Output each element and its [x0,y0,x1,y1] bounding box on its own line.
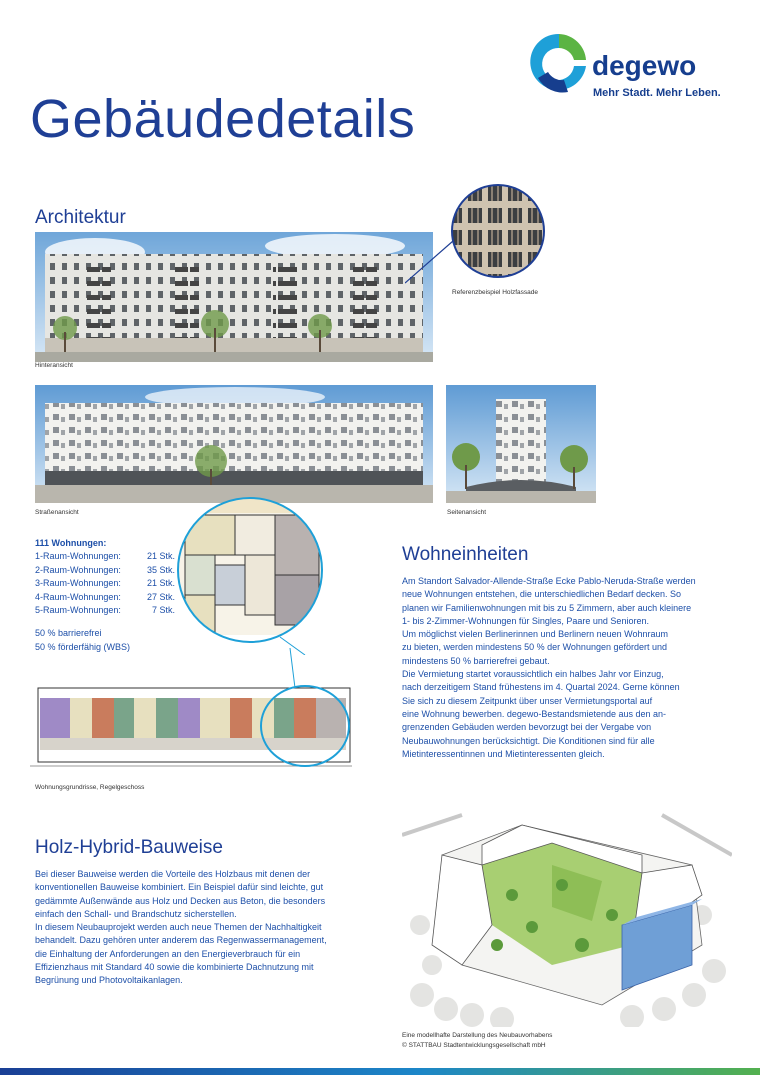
floorplan-detail-circle [175,495,325,655]
units-row: 2-Raum-Wohnungen: 35 Stk. [35,564,175,575]
units-list [35,537,175,654]
degewo-logo-mark [528,30,590,96]
units-row: 5-Raum-Wohnungen: 7 Stk. [35,605,175,616]
model-illustration [402,795,732,1027]
units-row: 3-Raum-Wohnungen: 21 Stk. [35,578,175,589]
footer-color-bar [0,1068,760,1075]
units-note-wbs: 50 % förderfähig (WBS) [35,641,131,652]
referenz-holzfassade-image [405,183,555,288]
units-note-barrierefrei: 50 % barrierefrei [35,628,102,639]
page-title: Gebäudedetails [30,89,416,149]
logo-tagline: Mehr Stadt. Mehr Leben. [593,87,721,99]
architektur-heading: Architektur [35,207,126,228]
strassenansicht-elevation [35,385,433,503]
holz-heading: Holz-Hybrid-Bauweise [35,837,223,858]
caption-model-1: Eine modellhafte Darstellung des Neubauvorhabens [402,1032,553,1039]
caption-grundrisse: Wohnungsgrundrisse, Regelgeschoss [35,784,145,791]
floorplan-regelgeschoss [30,648,370,778]
caption-seitenansicht: Seitenansicht [447,509,487,516]
holz-text: Bei dieser Bauweise werden die Vorteile des Holzbaus mit denen der konventionellen Bauweise kombiniert. Ein Beispiel dafür sind leichte, gut gedämmte Außenwände aus Holz und Decken aus Beton, die besonders einfach den Schall- und Brandschutz sicherstellen. In diesem Neubauprojekt werden auch neue Themen der Nachhaltigkeit behandelt. Dazu gehören unter anderem das Regenwassermanagement, die Einhaltung der Anforderungen an den Energieverbrauch für ein Effizienzhaus mit Standard 40 sowie die kombinierte Dachnutzung mit Begrünung und Photovoltaikanlagen. [35,869,327,986]
units-row: 1-Raum-Wohnungen: 21 Stk. [35,551,175,562]
wohneinheiten-heading: Wohneinheiten [402,544,529,565]
caption-hinteransicht: Hinteransicht [35,362,73,369]
logo-wordmark: degewo [592,50,697,81]
units-row: 4-Raum-Wohnungen: 27 Stk. [35,591,175,602]
caption-model-2: © STATTBAU Stadtentwicklungsgesellschaft mbH [402,1042,546,1049]
caption-referenz: Referenzbeispiel Holzfassade [452,289,538,296]
caption-strassenansicht: Straßenansicht [35,509,79,516]
seitenansicht-elevation [446,385,596,503]
hinteransicht-elevation [35,232,433,362]
units-heading: 111 Wohnungen: [35,538,107,548]
wohneinheiten-text: Am Standort Salvador-Allende-Straße Ecke Pablo-Neruda-Straße werden neue Wohnungen entstehen, die unterschiedlichen Bedarf decken. So planen wir Familienwohnungen mit bis zu 5 Zimmern, aber auch kleinere 1- bis 2-Zimmer-Wohnungen für Singles, Paare und Senioren. Um möglichst vielen Berlinerinnen und Berlinern neuen Wohnraum zu bieten, werden mindestens 50 % der Wohnungen gefördert und mindestens 50 % barrierefrei gebaut. Die Vermietung startet voraussichtlich ein halbes Jahr vor Einzug, nach derzeitigem Stand frühestens im 4. Quartal 2024. Gerne können Sie sich zu diesem Zeitpunkt über unser Vermietungsportal auf eine Wohnung bewerben. degewo-Bestandsmietende aus den an- grenzenden Gebäuden werden bevorzugt bei der Vergabe von Neubauwohnungen berücksichtigt. Die Konditionen sind für alle Mietinteressentinnen und Mietinteressenten gleich. [402,576,696,759]
